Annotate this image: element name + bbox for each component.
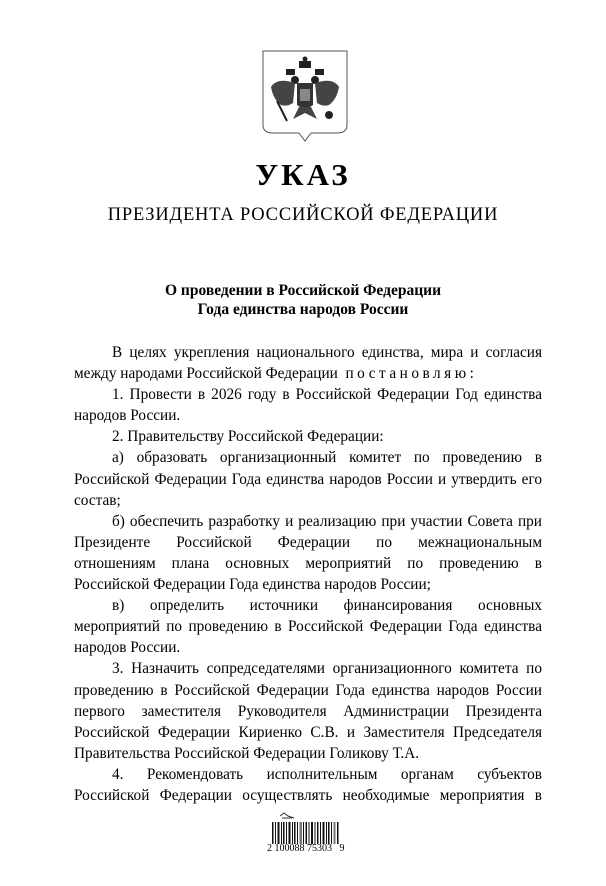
decree-body	[74, 342, 542, 806]
item-2c-line: мероприятий по проведению в Российской Федерации Года единства	[74, 618, 542, 636]
item-4-line: 4. Рекомендовать исполнительным органам субъектов	[112, 765, 542, 783]
decree-heading	[0, 281, 606, 319]
coat-of-arms-icon	[259, 47, 351, 143]
item-3-line: Российской Федерации Кириенко С.В. и Заместителя Председателя	[74, 723, 542, 741]
item-3-line: Правительства Российской Федерации Голикову Т.А.	[74, 744, 420, 762]
paragraph-preamble-line	[74, 363, 542, 384]
item-2b-line: Президенте Российской Федерации по межнациональным	[74, 533, 542, 551]
item-2b-line: отношениям плана основных мероприятий по проведению в	[74, 554, 542, 572]
item-3-line: проведению в Российской Федерации Года единства народов России	[74, 681, 542, 699]
item-4-line: Российской Федерации осуществлять необходимые мероприятия в	[74, 786, 542, 804]
item-2c-line: в) определить источники финансирования основных	[112, 597, 542, 615]
heading-line: О проведении в Российской Федерации	[164, 282, 441, 299]
item-2-line: 2. Правительству Российской Федерации:	[112, 428, 384, 446]
item-1-line: 1. Провести в 2026 году в Российской Федерации Год единства	[112, 386, 542, 404]
item-2c-line: народов России.	[74, 639, 181, 657]
item-2a-line: состав;	[74, 491, 121, 509]
decree-word: постановляю:	[345, 365, 478, 383]
item-2a-line: а) образовать организационный комитет по проведению в	[112, 449, 542, 467]
heading-line: Года единства народов России	[197, 301, 409, 318]
item-2a-line: Российской Федерации Года единства народов России и утвердить его	[74, 470, 542, 488]
document-subtitle: ПРЕЗИДЕНТА РОССИЙСКОЙ ФЕДЕРАЦИИ	[107, 205, 499, 225]
item-2b-line: б) обеспечить разработку и реализацию при участии Совета при	[112, 512, 542, 530]
item-1-line: народов России.	[74, 407, 181, 425]
preamble-text: между народами Российской Федерации	[74, 365, 338, 383]
barcode-number: 2 100088 75303 9	[267, 843, 345, 854]
item-3-line: 3. Назначить сопредседателями организационного комитета по	[112, 660, 542, 678]
document-title: УКАЗ	[255, 157, 351, 192]
paragraph-preamble-line: В целях укрепления национального единства, мира и согласия	[112, 344, 542, 361]
item-2b-line: Российской Федерации Года единства народов России;	[74, 576, 431, 594]
item-3-line: первого заместителя Руководителя Администрации Президента	[74, 702, 542, 720]
